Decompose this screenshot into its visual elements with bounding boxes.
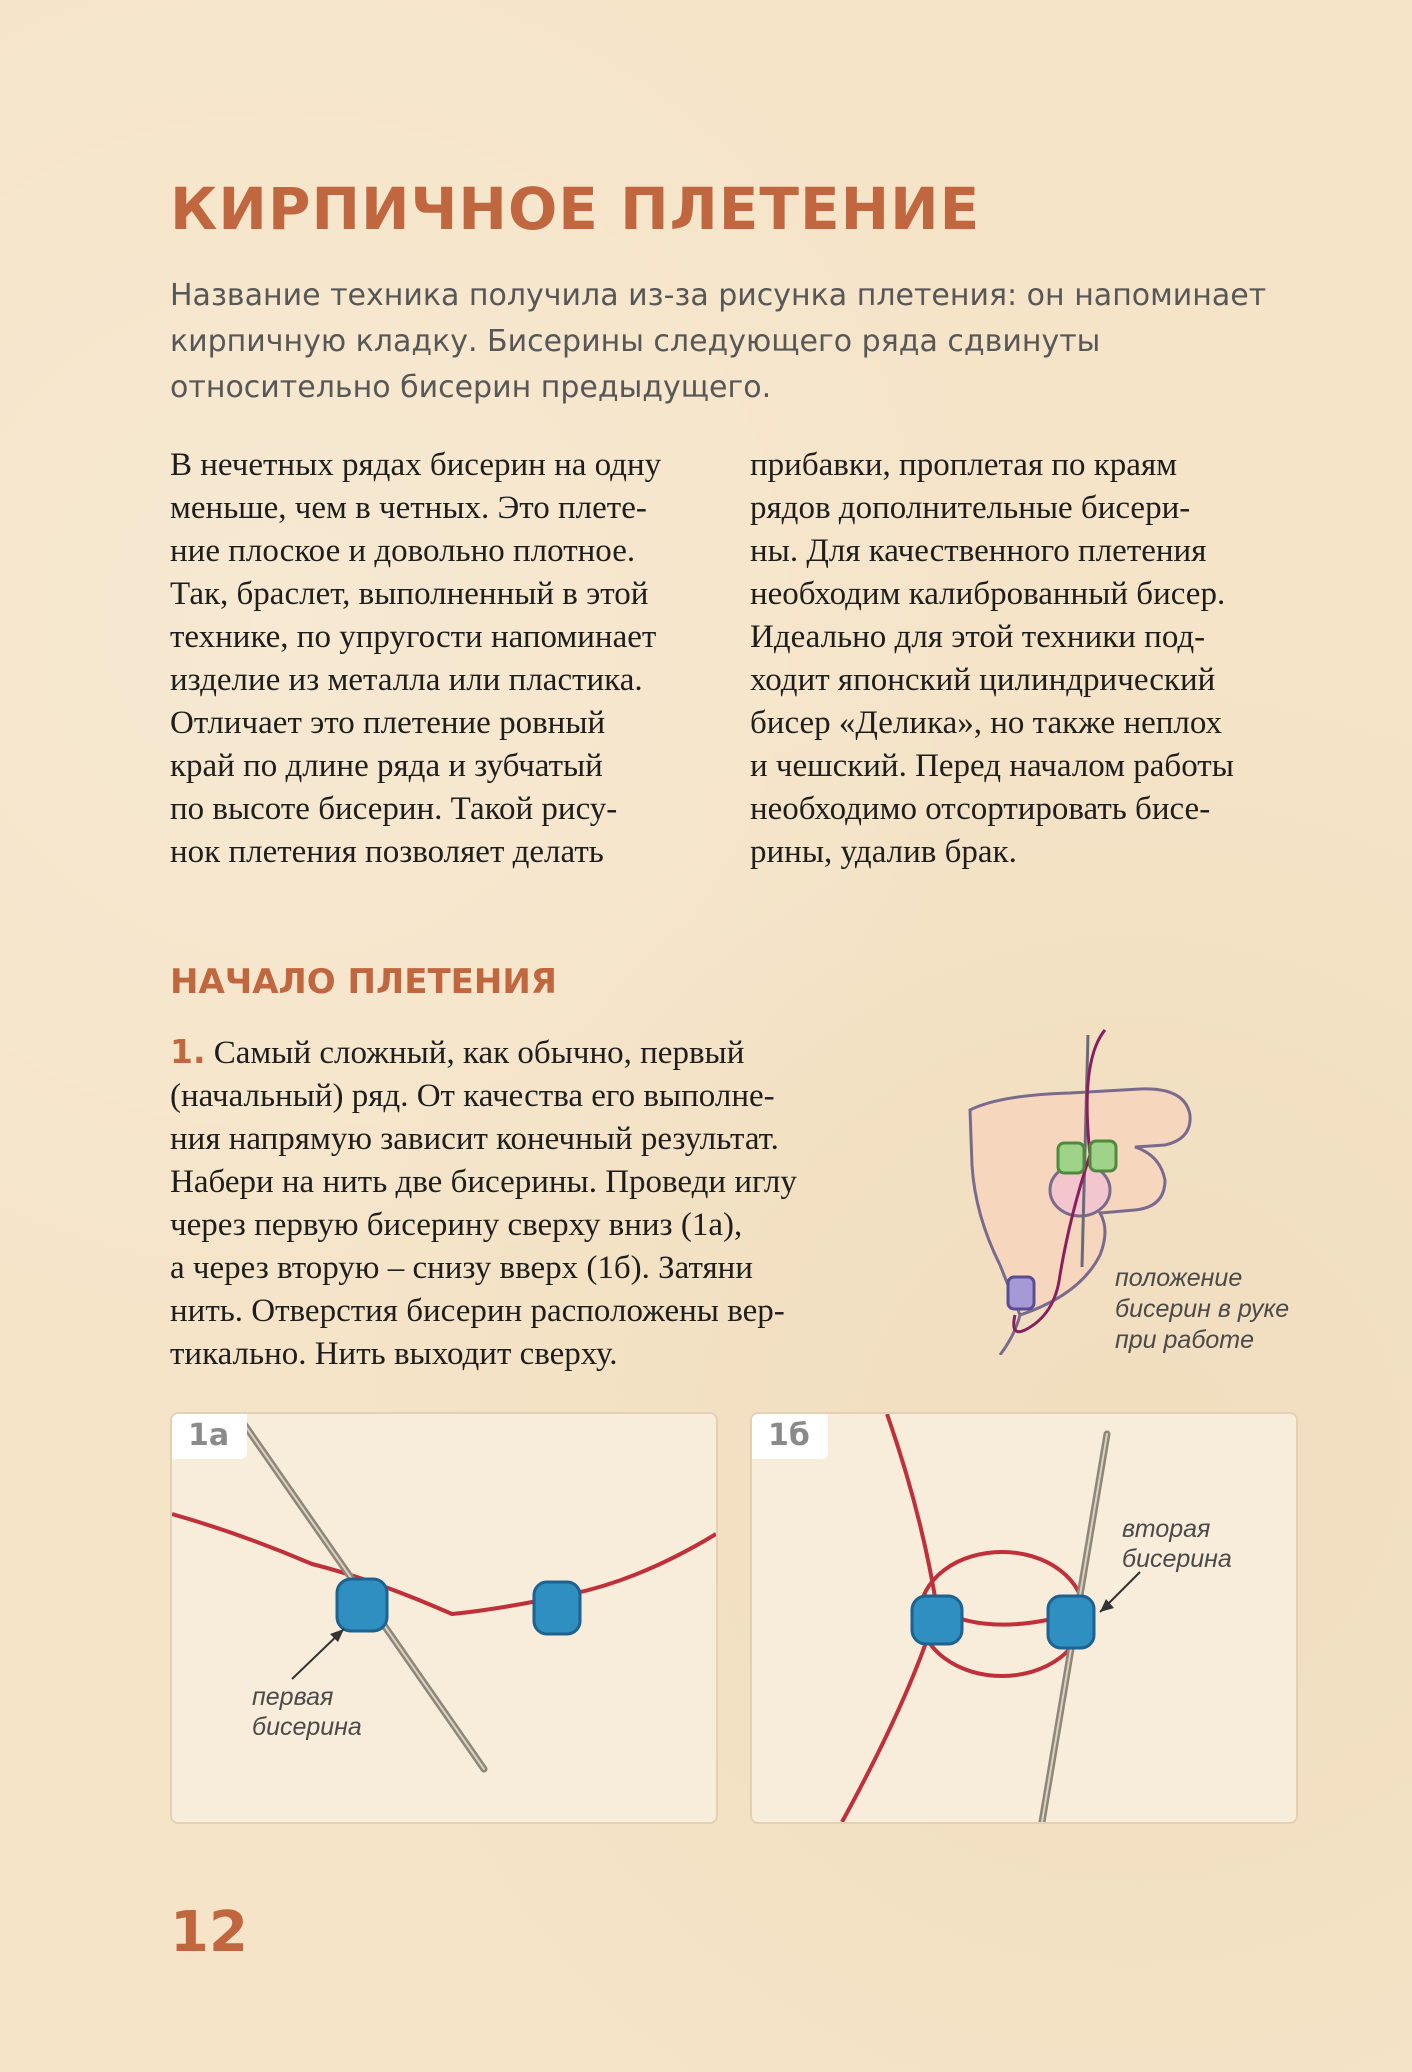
photo-caption-line: бисерина: [252, 1713, 362, 1741]
green-bead: [1090, 1141, 1116, 1171]
second-bead: [1048, 1596, 1094, 1648]
step-line: Набери на нить две бисерины. Проведи иглу: [170, 1164, 797, 1200]
green-bead: [1058, 1143, 1084, 1173]
body-line: рядов дополнительные бисери-: [750, 490, 1191, 526]
first-bead: [337, 1579, 387, 1631]
page-title: КИРПИЧНОЕ ПЛЕТЕНИЕ: [170, 175, 981, 243]
photo-caption: [252, 1682, 362, 1742]
first-bead: [912, 1596, 962, 1644]
body-line: нок плетения позволяет делать: [170, 834, 604, 870]
photo-caption-line: бисерина: [1122, 1545, 1232, 1573]
body-line: изделие из металла или пластика.: [170, 662, 643, 698]
body-line: бисер «Делика», но также неплох: [750, 705, 1223, 741]
body-line: рины, удалив брак.: [750, 834, 1017, 870]
hand-caption-line: положение: [1115, 1264, 1243, 1292]
photo-1a: [170, 1412, 718, 1824]
photo-caption: [1122, 1514, 1232, 1574]
body-column-right: [750, 444, 1290, 874]
section-heading: НАЧАЛО ПЛЕТЕНИЯ: [170, 962, 557, 1002]
step-1-text: [170, 1030, 870, 1376]
step-line: ния напрямую зависит конечный результат.: [170, 1121, 779, 1157]
body-line: Идеально для этой техники под-: [750, 619, 1206, 655]
body-line: прибавки, проплетая по краям: [750, 447, 1178, 483]
body-column-left: [170, 444, 710, 874]
photo-caption-line: вторая: [1122, 1515, 1211, 1543]
step-first-line: [170, 1030, 870, 1075]
step-line: а через вторую – снизу вверх (1б). Затяни: [170, 1250, 753, 1286]
photo-1b: [750, 1412, 1298, 1824]
body-line: технике, по упругости напоминает: [170, 619, 657, 655]
body-line: Так, браслет, выполненный в этой: [170, 576, 649, 612]
photo-label: 1а: [172, 1414, 247, 1459]
step-line: тикально. Нить выходит сверху.: [170, 1336, 618, 1372]
page-number: 12: [170, 1900, 248, 1965]
hand-caption: [1115, 1263, 1289, 1356]
photo-1a-illustration: [172, 1414, 716, 1822]
step-line: через первую бисерину сверху вниз (1а),: [170, 1207, 743, 1243]
step-line: нить. Отверстия бисерин расположены вер-: [170, 1293, 785, 1329]
step-number: 1.: [170, 1032, 206, 1071]
body-line: В нечетных рядах бисерин на одну: [170, 447, 662, 483]
photo-caption-line: первая: [252, 1683, 334, 1711]
thread-line: [172, 1514, 716, 1614]
second-bead: [534, 1582, 580, 1634]
body-line: ходит японский цилиндрический: [750, 662, 1216, 698]
step-line: (начальный) ряд. От качества его выполне-: [170, 1078, 775, 1114]
photo-label: 1б: [752, 1414, 828, 1459]
body-line: край по длине ряда и зубчатый: [170, 748, 603, 784]
step-line: Самый сложный, как обычно, первый: [213, 1035, 745, 1071]
hand-caption-line: при работе: [1115, 1326, 1255, 1354]
photo-1b-illustration: [752, 1414, 1296, 1822]
body-line: и чешский. Перед началом работы: [750, 748, 1234, 784]
body-line: по высоте бисерин. Такой рису-: [170, 791, 618, 827]
intro-paragraph: Название техника получила из-за рисунка плетения: он напоминает кирпичную кладку. Бисерины следующего ряда сдвинуты относительно бисерин предыдущего.: [170, 278, 1267, 405]
hand-caption-line: бисерин в руке: [1115, 1295, 1290, 1323]
body-line: ны. Для качественного плетения: [750, 533, 1207, 569]
body-line: необходимо отсортировать бисе-: [750, 791, 1211, 827]
body-line: необходим калиброванный бисер.: [750, 576, 1226, 612]
body-line: Отличает это плетение ровный: [170, 705, 606, 741]
purple-bead: [1008, 1277, 1034, 1309]
body-line: меньше, чем в четных. Это плете-: [170, 490, 647, 526]
body-line: ние плоское и довольно плотное.: [170, 533, 636, 569]
